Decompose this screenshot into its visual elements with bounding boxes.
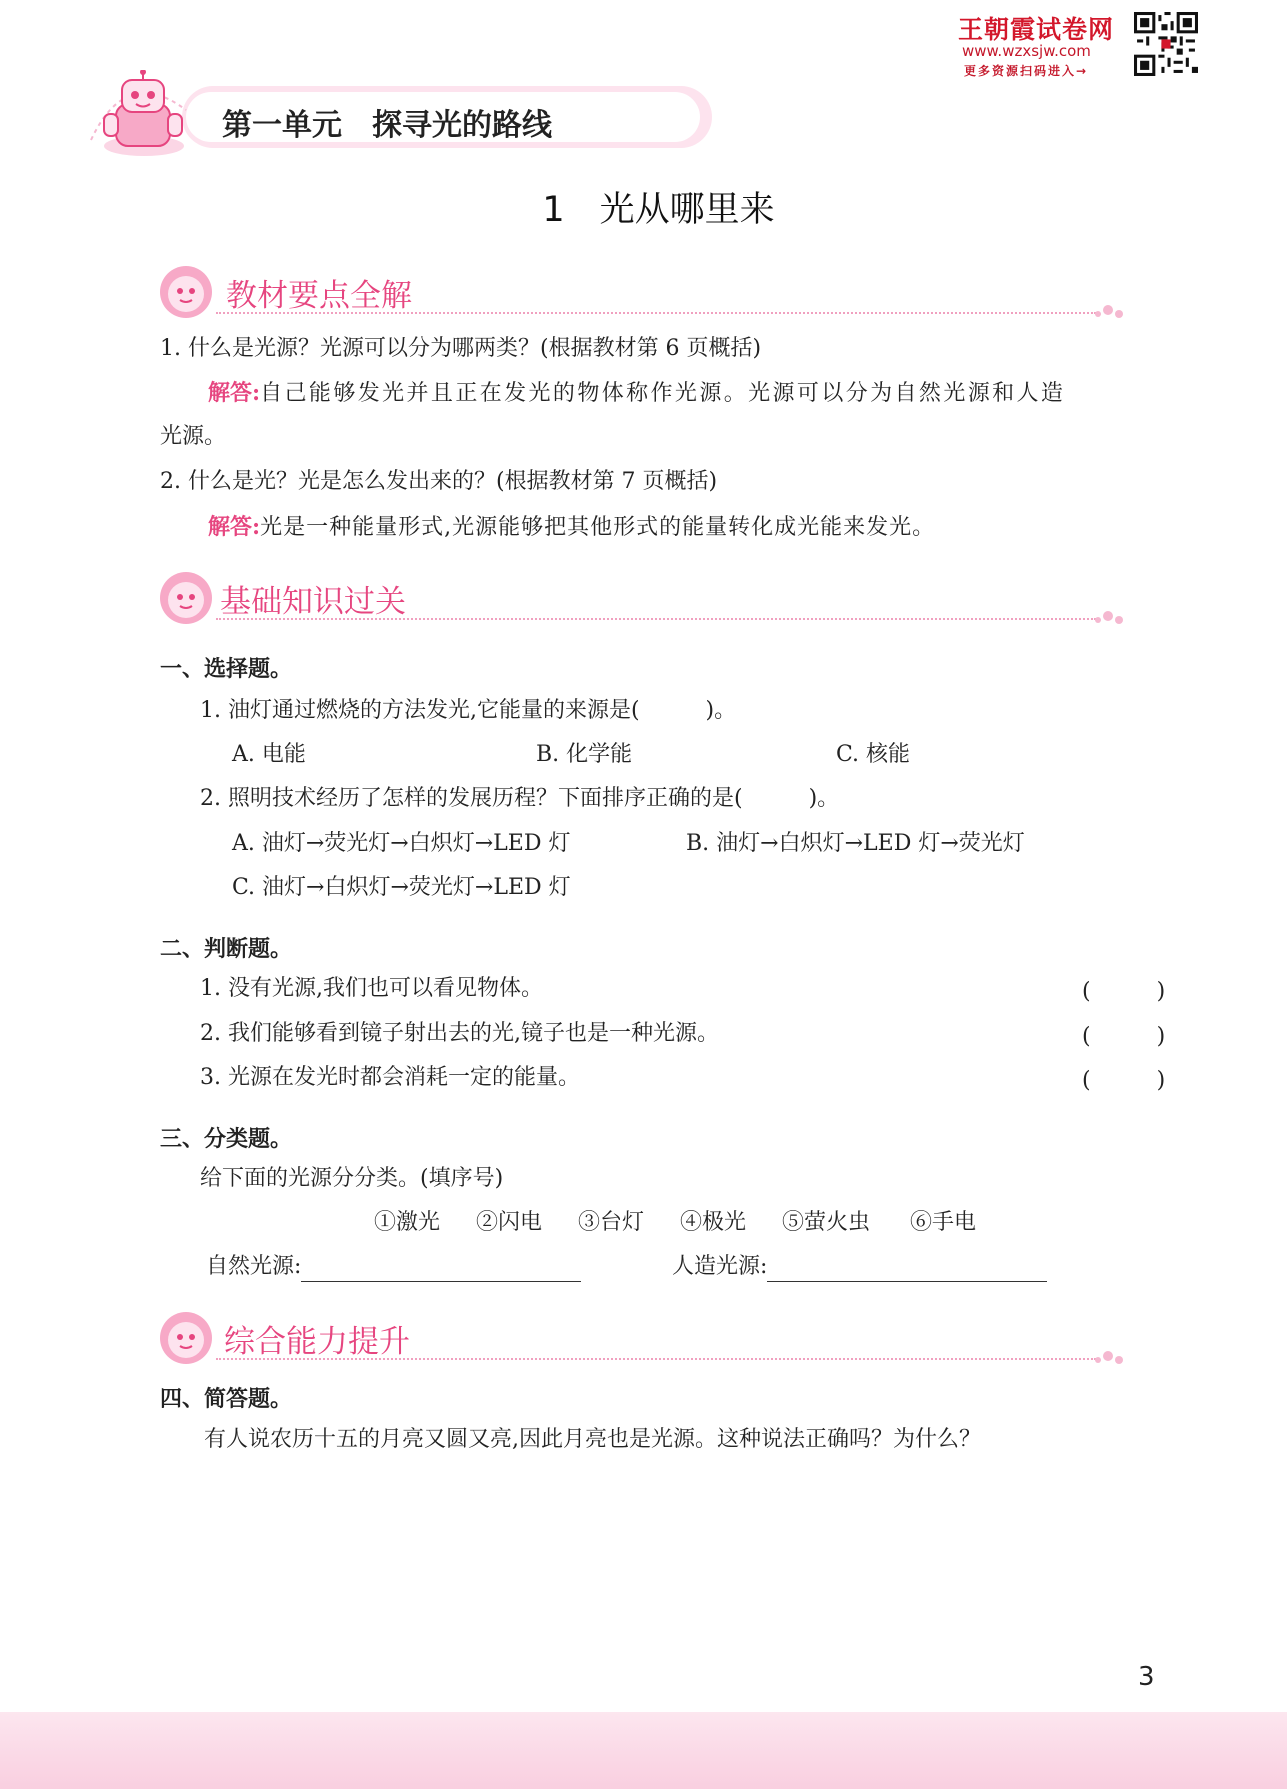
- unit-title: 第一单元 探寻光的路线: [222, 108, 552, 143]
- section-divider: [216, 312, 1096, 314]
- question-text: 2. 照明技术经历了怎样的发展历程？下面排序正确的是( )。: [200, 786, 840, 811]
- judgement-item: 2. 我们能够看到镜子射出去的光,镜子也是一种光源。: [200, 1021, 719, 1046]
- natural-source-field: [206, 1252, 581, 1282]
- answer-bracket[interactable]: ( ): [1082, 1024, 1166, 1049]
- judgement-item: 1. 没有光源,我们也可以看见物体。: [200, 976, 543, 1001]
- section-mascot-icon: [156, 264, 216, 320]
- option-c: C. 油灯→白炽灯→荧光灯→LED 灯: [232, 875, 571, 900]
- instruction-text: 给下面的光源分分类。(填序号): [200, 1166, 504, 1191]
- artificial-source-blank[interactable]: [767, 1257, 1047, 1282]
- option-4: ④极光: [680, 1210, 747, 1235]
- option-6: ⑥手电: [910, 1210, 977, 1235]
- answer-bracket[interactable]: ( ): [1082, 979, 1166, 1004]
- option-b: B. 化学能: [536, 742, 633, 767]
- option-b: B. 油灯→白炽灯→LED 灯→荧光灯: [686, 831, 1025, 856]
- dots-decoration-icon: [1092, 608, 1132, 628]
- dots-decoration-icon: [1092, 302, 1132, 322]
- question-text: 1. 油灯通过燃烧的方法发光,它能量的来源是( )。: [200, 698, 737, 723]
- option-5: ⑤萤火虫: [782, 1210, 871, 1235]
- answer-line: [208, 512, 935, 543]
- lesson-title: 1 光从哪里来: [542, 190, 775, 230]
- answer-label: 解答:: [208, 514, 261, 540]
- dots-decoration-icon: [1092, 1348, 1132, 1368]
- artificial-source-field: [672, 1252, 1047, 1282]
- question-text: 1. 什么是光源？光源可以分为哪两类？(根据教材第 6 页概括): [160, 336, 762, 361]
- artificial-source-label: 人造光源:: [672, 1254, 768, 1279]
- section-header-advanced: [156, 1310, 1156, 1370]
- answer-text: 光是一种能量形式,光源能够把其他形式的能量转化成光能来发光。: [260, 515, 936, 540]
- answer-text: 自己能够发光并且正在发光的物体称作光源。光源可以分为自然光源和人造: [260, 381, 1066, 406]
- option-2: ②闪电: [476, 1210, 543, 1235]
- answer-line: [208, 378, 1065, 409]
- section-divider: [216, 618, 1096, 620]
- section-title: 基础知识过关: [220, 584, 406, 620]
- section-title: 综合能力提升: [224, 1324, 410, 1360]
- option-a: A. 油灯→荧光灯→白炽灯→LED 灯: [232, 831, 571, 856]
- answer-continuation: 光源。: [160, 424, 227, 449]
- question-text: 2. 什么是光？光是怎么发出来的？(根据教材第 7 页概括): [160, 469, 718, 494]
- qr-code-icon[interactable]: [1134, 12, 1198, 76]
- answer-label: 解答:: [208, 380, 261, 406]
- section-header-basic: [156, 570, 1156, 630]
- natural-source-blank[interactable]: [301, 1257, 581, 1282]
- watermark-subtitle: 更多资源扫码进入→: [964, 64, 1089, 78]
- part-heading: 三、分类题。: [160, 1127, 293, 1152]
- bottom-decoration-band: [0, 1712, 1287, 1789]
- part-heading: 一、选择题。: [160, 657, 293, 682]
- judgement-item: 3. 光源在发光时都会消耗一定的能量。: [200, 1065, 580, 1090]
- part-heading: 四、简答题。: [160, 1387, 293, 1412]
- answer-bracket[interactable]: ( ): [1082, 1068, 1166, 1093]
- watermark-title: 王朝霞试卷网: [958, 15, 1115, 44]
- part-heading: 二、判断题。: [160, 937, 293, 962]
- page-number: 3: [1138, 1662, 1155, 1692]
- section-mascot-icon: [156, 570, 216, 626]
- section-divider: [216, 1358, 1096, 1360]
- watermark-url[interactable]: www.wzxsjw.com: [962, 42, 1091, 60]
- section-mascot-icon: [156, 1310, 216, 1366]
- robot-mascot-icon: [86, 70, 196, 160]
- question-text: 有人说农历十五的月亮又圆又亮,因此月亮也是光源。这种说法正确吗？为什么？: [204, 1427, 981, 1452]
- natural-source-label: 自然光源:: [206, 1254, 302, 1279]
- option-c: C. 核能: [836, 742, 911, 767]
- section-title: 教材要点全解: [226, 278, 412, 314]
- unit-banner: [86, 70, 646, 160]
- option-a: A. 电能: [232, 742, 306, 767]
- option-1: ①激光: [374, 1210, 441, 1235]
- option-3: ③台灯: [578, 1210, 645, 1235]
- section-header-textbook: [156, 264, 1156, 324]
